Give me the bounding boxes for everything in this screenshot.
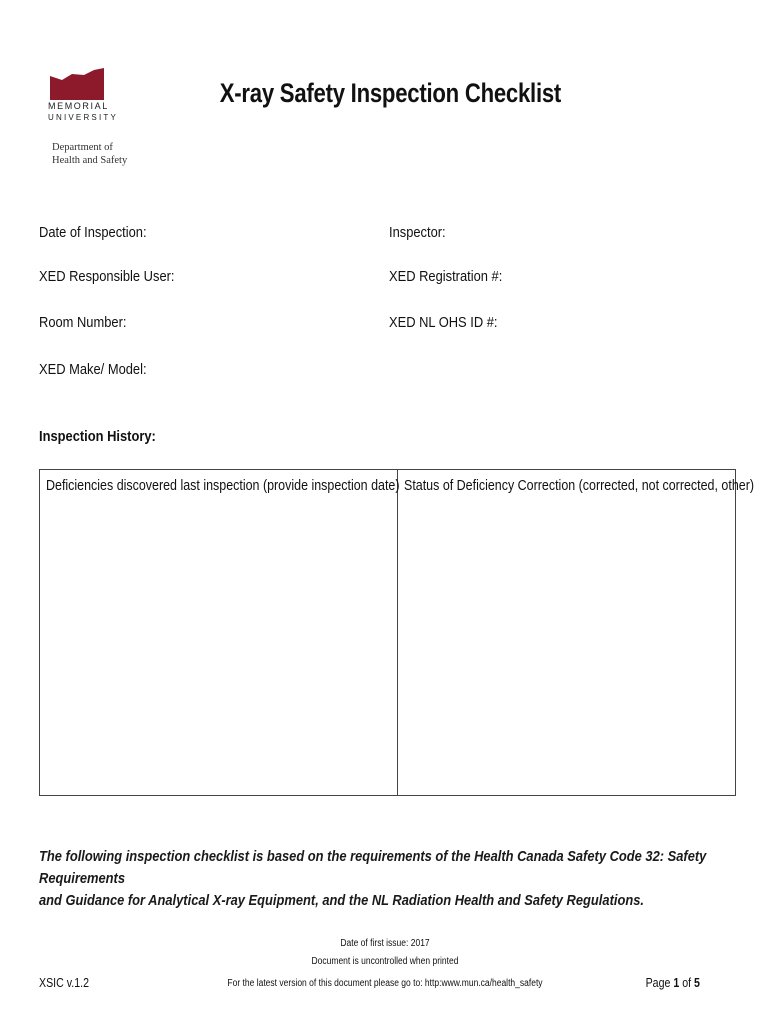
logo-name: MEMORIAL [48,101,109,111]
latest-version-link[interactable]: For the latest version of this document please go to: http:www.mun.ca/health_safety [227,978,543,989]
date-of-inspection-label: Date of Inspection: [39,224,147,241]
first-issue-date: Date of first issue: 2017 [340,938,430,949]
page-total: 5 [694,976,700,990]
intro-line-2: and Guidance for Analytical X-ray Equipment, and the NL Radiation Health and Safety Regulations. [39,892,644,909]
deficiencies-column-header: Deficiencies discovered last inspection (provide inspection date) [46,478,400,494]
uncontrolled-notice: Document is uncontrolled when printed [311,956,459,967]
xed-registration-label: XED Registration #: [389,268,503,285]
inspection-history-table [39,469,755,796]
department-name [52,141,127,167]
checklist-intro [39,846,710,912]
page-of: of [679,976,695,990]
correction-status-column-header: Status of Deficiency Correction (corrected, not corrected, other) [404,478,755,494]
page-number: 1 [673,976,680,990]
page-title: X-ray Safety Inspection Checklist [219,78,562,108]
department-line-2: Health and Safety [52,155,128,166]
inspector-label: Inspector: [389,224,446,241]
xed-responsible-user-label: XED Responsible User: [39,268,175,285]
document-version: XSIC v.1.2 [39,976,90,990]
page-indicator [646,976,700,990]
logo-university: UNIVERSITY [48,113,119,122]
xed-nl-ohs-id-label: XED NL OHS ID #: [389,314,498,331]
page-prefix: Page [645,976,674,990]
deficiencies-column[interactable] [40,470,400,795]
correction-status-column[interactable] [397,470,770,795]
inspection-history-heading: Inspection History: [39,428,156,445]
xed-make-model-label: XED Make/ Model: [39,361,147,378]
intro-line-1: The following inspection checklist is based on the requirements of the Health Canada Safety Code 32: Safety Requirements [39,848,707,887]
department-line-1: Department of [52,142,113,153]
room-number-label: Room Number: [39,314,127,331]
